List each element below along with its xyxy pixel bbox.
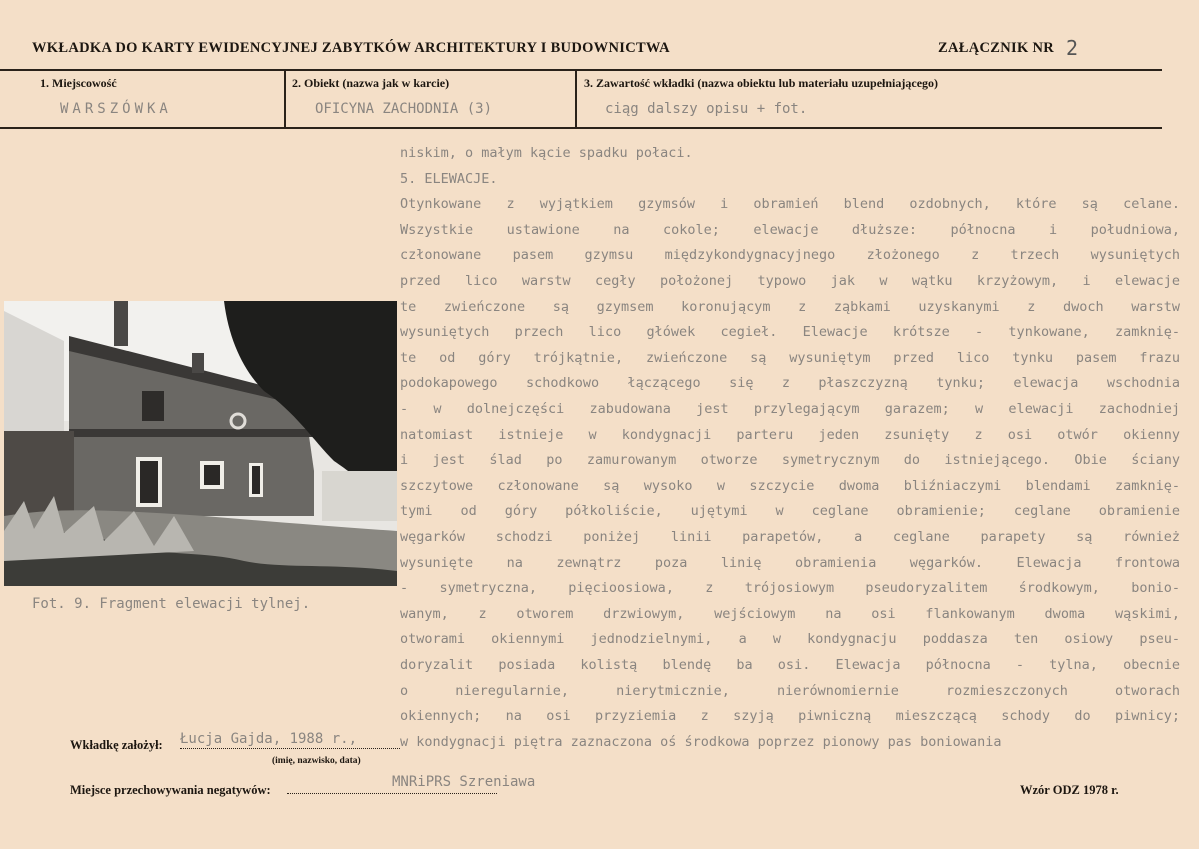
body-line: wysuniętych przech lico główek cegieł. Elewacje krótsze - tynkowane, zamknię- xyxy=(400,324,1180,341)
body-line: wysunięte na zewnątrz poza linię obramienia węgarków. Elewacja frontowa xyxy=(400,554,1180,571)
body-line: tymi od góry półkoliście, ujętymi w ceglane obramienie; ceglane obramienie xyxy=(400,503,1180,520)
body-line: otworami okiennymi jednodzielnymi, a w kondygnacju poddasza ten osiowy pseu- xyxy=(400,631,1180,648)
body-line: Wszystkie ustawione na cokole; elewacje dłuższe: północna i południowa, xyxy=(400,221,1180,238)
body-line: - symetryczna, pięcioosiowa, z trójosiowym pseudoryzalitem środkowym, bonio- xyxy=(400,580,1180,597)
body-line: doryzalit posiada kolistą blendę ba osi. Elewacja północna - tylna, obecnie xyxy=(400,657,1180,673)
body-line: niskim, o małym kącie spadku połaci. xyxy=(400,145,693,161)
body-line: te od góry trójkątnie, zwieńczone są wysuniętym przed lico tynku pasem frazu xyxy=(400,349,1180,366)
header-bottom-rule xyxy=(0,127,1162,129)
body-line: natomiast istnieje w kondygnacji parteru jeden zsunięty z osi otwór okienny xyxy=(400,426,1180,443)
storage-value: MNRiPRS Szreniawa xyxy=(392,774,536,790)
body-line: o nieregularnie, nierytmicznie, nierównomiernie rozmieszczonych otworach xyxy=(400,682,1180,699)
field-divider-1 xyxy=(284,70,286,127)
author-label: Wkładkę założył: xyxy=(70,738,163,752)
attachment-label: ZAŁĄCZNIK NR xyxy=(938,40,1054,56)
attachment-number: 2 xyxy=(1066,36,1079,60)
locality-value: WARSZÓWKA xyxy=(60,101,172,117)
photo-caption: Fot. 9. Fragment elewacji tylnej. xyxy=(32,596,311,612)
locality-label: 1. Miejscowość xyxy=(40,76,117,90)
body-line: szczytowe członowane są wysoko w szczycie dwoma bliźniaczymi blendami zamknię- xyxy=(400,477,1180,494)
body-line: przed lico warstw cegły położonej typowo jak w wątku krzyżowym, i elewacje xyxy=(400,273,1180,289)
contents-value: ciąg dalszy opisu + fot. xyxy=(605,101,808,117)
form-model: Wzór ODZ 1978 r. xyxy=(1020,783,1119,797)
field-divider-2 xyxy=(575,70,577,127)
object-label: 2. Obiekt (nazwa jak w karcie) xyxy=(292,76,450,90)
body-line: i jest ślad po zamurowanym otworze symetrycznym do istniejącego. Obie ściany xyxy=(400,452,1180,469)
author-hint: (imię, nazwisko, data) xyxy=(272,756,361,766)
body-line: węgarków schodzi poniżej linii parapetów, a ceglane parapety są również xyxy=(400,529,1180,545)
body-line: członowane pasem gzymsu międzykondygnacyjnego złożonego z trzech wysuniętych xyxy=(400,247,1180,264)
photo-illustration xyxy=(4,301,397,586)
body-line: w kondygnacji piętra zaznaczona oś środkowa poprzez pionowy pas boniowania xyxy=(400,733,1002,750)
author-value: Łucja Gajda, 1988 r., xyxy=(180,731,358,747)
form-title: WKŁADKA DO KARTY EWIDENCYJNEJ ZABYTKÓW ARCHITEKTURY I BUDOWNICTWA xyxy=(32,40,670,56)
contents-label: 3. Zawartość wkładki (nazwa obiektu lub materiału uzupełniającego) xyxy=(584,76,939,90)
body-line: - w dolnejczęści zabudowana jest przylegającym garazem; w elewacji zachodniej xyxy=(400,401,1180,417)
author-dotted-line xyxy=(180,748,400,749)
header-top-rule xyxy=(0,69,1162,71)
storage-dotted-line xyxy=(287,793,497,794)
body-line: te zwieńczone są gzymsem koronującym z ząbkami uzyskanymi z dwoch warstw xyxy=(400,298,1180,315)
storage-label: Miejsce przechowywania negatywów: xyxy=(70,783,271,797)
building-photo xyxy=(4,301,397,586)
body-line: Otynkowane z wyjątkiem gzymsów i obramień blend ozdobnych, które są celane. xyxy=(400,196,1180,213)
body-line: 5. ELEWACJE. xyxy=(400,170,498,187)
object-value: OFICYNA ZACHODNIA (3) xyxy=(315,101,493,117)
body-line: okiennych; na osi przyziemia z szyją piwniczną mieszczącą schody do piwnicy; xyxy=(400,708,1180,725)
body-line: wanym, z otworem drzwiowym, wejściowym na osi flankowanym dwoma wąskimi, xyxy=(400,605,1180,622)
body-line: podokapowego schodkowo łączącego się z płaszczyzną tynku; elewacja wschodnia xyxy=(400,375,1180,392)
